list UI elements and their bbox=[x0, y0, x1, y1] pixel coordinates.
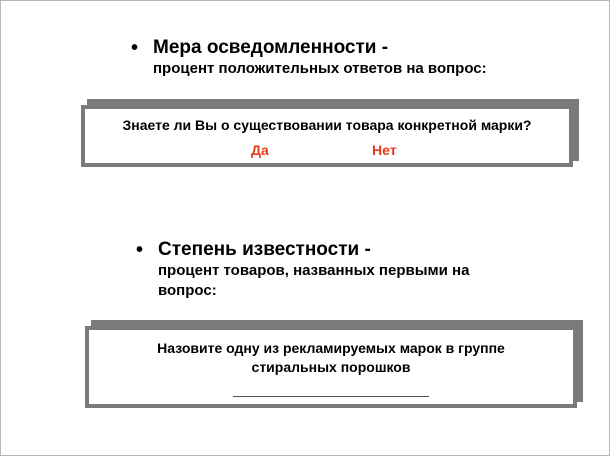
recognition-question-line2: стиральных порошков bbox=[251, 359, 411, 375]
bullet-dot: • bbox=[136, 239, 144, 261]
awareness-title: Мера осведомленности - bbox=[153, 37, 389, 58]
awareness-subtitle: процент положительных ответов на вопрос: bbox=[153, 60, 487, 77]
recognition-title: Степень известности - bbox=[158, 239, 371, 260]
answer-yes: Да bbox=[251, 142, 269, 158]
awareness-question: Знаете ли Вы о существовании товара конкретной марки? bbox=[122, 117, 532, 133]
recognition-subtitle-line2: вопрос: bbox=[158, 282, 217, 299]
bullet-dot: • bbox=[131, 37, 139, 59]
answer-blank-line bbox=[233, 396, 429, 397]
bullet-recognition bbox=[136, 239, 558, 301]
awareness-question-box bbox=[81, 99, 581, 171]
recognition-subtitle-line1: процент товаров, названных первыми на bbox=[158, 262, 470, 279]
recognition-question-box bbox=[85, 320, 585, 410]
bullet-awareness bbox=[131, 37, 573, 79]
answer-no: Нет bbox=[372, 142, 397, 158]
recognition-question-line1: Назовите одну из рекламируемых марок в группе bbox=[157, 340, 505, 356]
